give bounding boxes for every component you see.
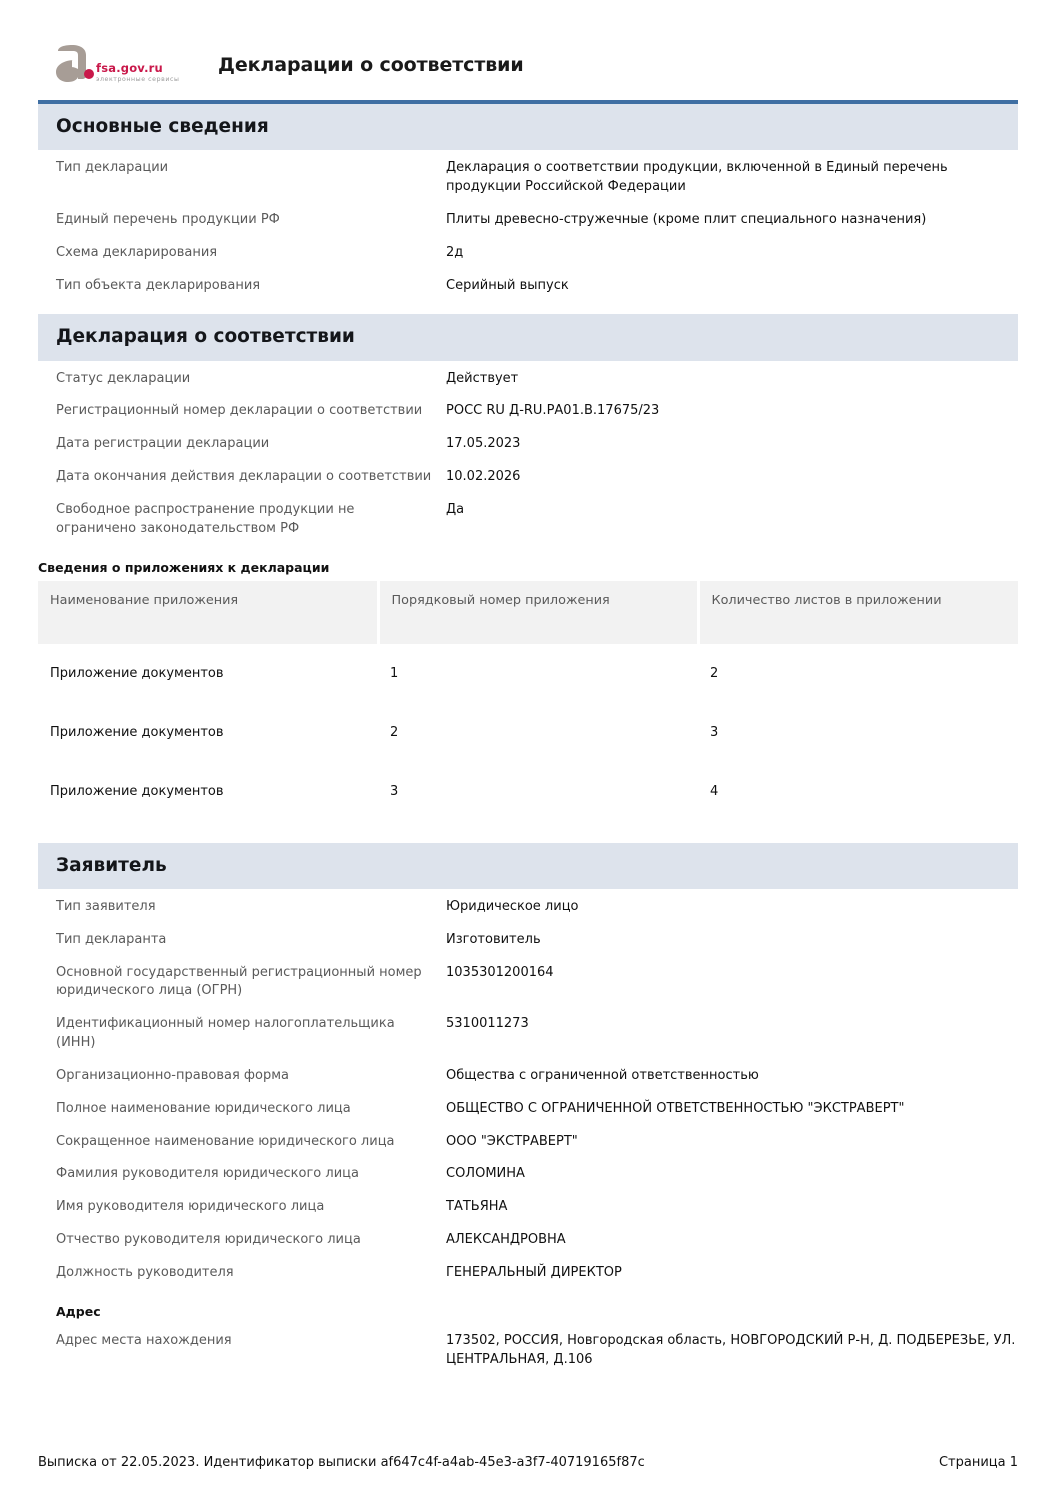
section-header-declaration [38,314,1018,360]
field-label: Свободное распространение продукции не ограничено законодательством РФ [56,501,355,536]
field-label: Схема декларирования [56,244,218,260]
table-body [38,644,1018,821]
cell-sheets: 2 [698,644,1018,703]
field-value: Действует [446,370,519,386]
footer-extract-info: Выписка от 22.05.2023. Идентификатор выписки af647c4f-a4ab-45e3-a3f7-40719165f87c [38,1455,645,1470]
attachments-heading: Сведения о приложениях к декларации [38,559,330,575]
field-row [38,428,1018,461]
field-row [38,1325,1018,1377]
field-value: Да [446,501,465,517]
footer-page-number: Страница 1 [938,1455,1018,1470]
attachments-table [38,581,1018,821]
field-row [38,1008,1018,1060]
field-value: Юридическое лицо [446,898,579,914]
field-label: Дата окончания действия декларации о соответствии [56,469,432,485]
field-row [38,152,1018,204]
field-label: Основной государственный регистрационный номер юридического лица (ОГРН) [56,964,422,999]
field-label: Тип объекта декларирования [56,277,261,293]
field-label: Полное наименование юридического лица [56,1100,351,1116]
fsa-logo [48,42,208,88]
field-row [38,270,1018,303]
field-label: Адрес места нахождения [56,1332,232,1348]
field-row [38,1126,1018,1159]
spacer [38,302,1018,314]
document-content [0,100,1060,1377]
table-head [38,581,1018,644]
field-value: АЛЕКСАНДРОВНА [446,1232,566,1248]
field-row [38,891,1018,924]
field-row [38,957,1018,1009]
cell-number: 2 [378,703,698,762]
table-row [38,703,1018,762]
field-row [38,461,1018,494]
field-value: Серийный выпуск [446,277,569,293]
field-value: СОЛОМИНА [446,1166,525,1182]
cell-sheets: 4 [698,762,1018,821]
spacer [38,821,1018,843]
field-label: Сокращенное наименование юридического лица [56,1133,395,1149]
field-row [38,494,1018,546]
field-label: Регистрационный номер декларации о соответствии [56,403,423,419]
logo-text-block [96,42,179,83]
cell-name: Приложение документов [38,703,378,762]
field-value: Плиты древесно-стружечные (кроме плит специального назначения) [446,211,927,227]
field-value: ОБЩЕСТВО С ОГРАНИЧЕННОЙ ОТВЕТСТВЕННОСТЬЮ "ЭКСТРАВЕРТ" [446,1100,905,1116]
field-value: 173502, РОССИЯ, Новгородская область, НОВГОРОДСКИЙ Р-Н, Д. ПОДБЕРЕЗЬЕ, УЛ. ЦЕНТРАЛЬНАЯ, Д.106 [446,1332,1016,1367]
field-label: Должность руководителя [56,1264,234,1280]
field-row [38,1060,1018,1093]
section-title-applicant: Заявитель [56,854,167,876]
page-header [0,0,1060,100]
field-row [38,1191,1018,1224]
field-label: Организационно-правовая форма [56,1067,290,1083]
field-row [38,204,1018,237]
field-value: ТАТЬЯНА [446,1199,508,1215]
field-value: 2д [446,244,464,260]
column-header-sheets: Количество листов в приложении [698,581,1018,644]
logo-tagline: электронные сервисы [96,75,180,83]
cell-number: 1 [378,644,698,703]
field-row [38,1257,1018,1290]
logo-domain: fsa.gov.ru [96,61,163,75]
page-title: Декларации о соответствии [218,54,524,76]
field-label: Идентификационный номер налогоплательщика (ИНН) [56,1016,395,1051]
field-value: РОСС RU Д-RU.РА01.В.17675/23 [446,403,660,419]
section-title-basic: Основные сведения [56,116,269,137]
fields-address [38,1325,1018,1377]
field-label: Тип заявителя [56,898,156,914]
field-row [38,1224,1018,1257]
table-row [38,644,1018,703]
field-value: Изготовитель [446,931,541,947]
field-row [38,1158,1018,1191]
table-row [38,762,1018,821]
cell-name: Приложение документов [38,762,378,821]
field-value: ГЕНЕРАЛЬНЫЙ ДИРЕКТОР [446,1264,622,1280]
fields-applicant [38,891,1018,1290]
field-value: 5310011273 [446,1016,529,1032]
fields-basic [38,152,1018,302]
cell-name: Приложение документов [38,644,378,703]
field-value: Декларация о соответствии продукции, включенной в Единый перечень продукции Российской Федерации [446,160,948,195]
column-header-number: Порядковый номер приложения [378,581,698,644]
page-footer [38,1455,1018,1470]
field-value: 10.02.2026 [446,469,521,485]
field-value: 1035301200164 [446,964,554,980]
table-header-row [38,581,1018,644]
field-row [38,363,1018,396]
cell-sheets: 3 [698,703,1018,762]
address-heading: Адрес [56,1303,101,1319]
field-value: Общества с ограниченной ответственностью [446,1067,759,1083]
cell-number: 3 [378,762,698,821]
section-header-applicant [38,843,1018,889]
field-label: Тип декларанта [56,931,167,947]
fields-declaration [38,363,1018,546]
field-row [38,924,1018,957]
section-title-declaration: Декларация о соответствии [56,326,355,348]
field-row [38,1093,1018,1126]
fsa-a-logo-icon [48,42,94,88]
column-header-name: Наименование приложения [38,581,378,644]
field-label: Отчество руководителя юридического лица [56,1232,361,1248]
field-label: Имя руководителя юридического лица [56,1199,325,1215]
field-label: Статус декларации [56,370,191,386]
field-row [38,395,1018,428]
section-header-basic [38,100,1018,150]
field-value: 17.05.2023 [446,436,521,452]
field-label: Дата регистрации декларации [56,436,270,452]
field-row [38,237,1018,270]
field-label: Тип декларации [56,160,169,176]
field-label: Единый перечень продукции РФ [56,211,280,227]
field-label: Фамилия руководителя юридического лица [56,1166,359,1182]
field-value: ООО "ЭКСТРАВЕРТ" [446,1133,578,1149]
